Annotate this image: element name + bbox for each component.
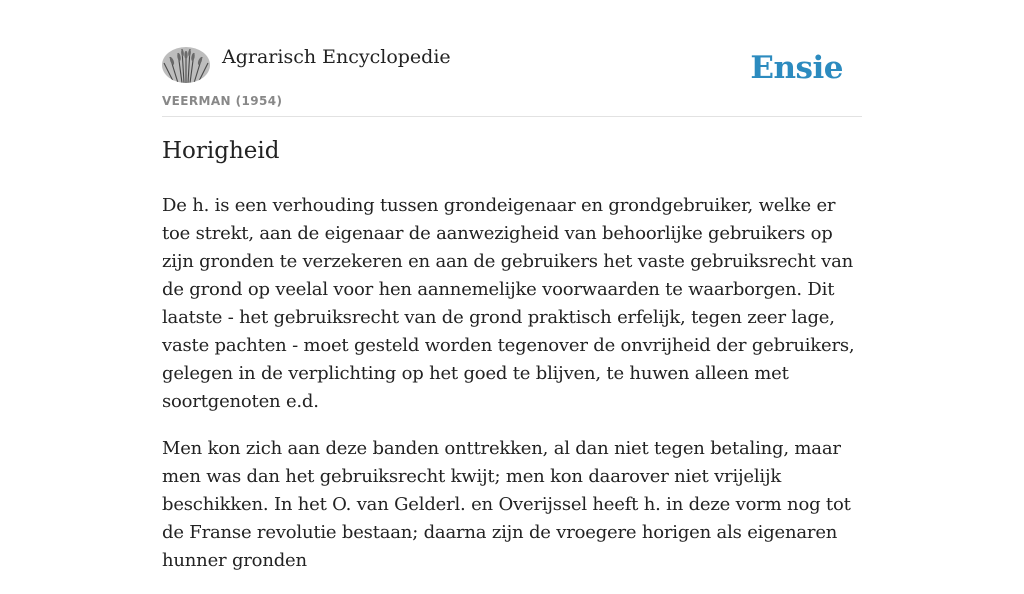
wheat-icon[interactable] bbox=[162, 47, 210, 83]
article-paragraph: De h. is een verhouding tussen grondeigenaar en grondgebruiker, welke er toe strekt, aan de eigenaar de aanwezigheid van behoorlijke gebruikers op zijn gronden te verzekeren en aan de gebruikers het vaste gebruiksrecht van de grond op veelal voor hen aannemelijke voorwaarden te waarborgen. Dit laatste - het gebruiksrecht van de grond praktisch erfelijk, tegen zeer lage, vaste pachten - moet gesteld worden tegenover de onvrijheid der gebruikers, gelegen in de verplichting op het goed te blijven, te huwen alleen met soortgenoten e.d. bbox=[162, 195, 855, 412]
header bbox=[162, 40, 862, 117]
author-byline: VEERMAN (1954) bbox=[162, 94, 283, 108]
page-title: Horigheid bbox=[162, 138, 280, 164]
article-body bbox=[162, 192, 862, 594]
encyclopedia-title[interactable]: Agrarisch Encyclopedie bbox=[222, 46, 451, 68]
ensie-logo-link[interactable]: Ensie bbox=[750, 50, 843, 86]
article-paragraph: Men kon zich aan deze banden onttrekken, al dan niet tegen betaling, maar men was dan het gebruiksrecht kwijt; men kon daarover niet vrijelijk beschikken. In het O. van Gelderl. en Overijssel heeft h. in deze vorm nog tot de Franse revolutie bestaan; daarna zijn de vroegere horigen als eigenaren hunner gronden bbox=[162, 438, 851, 571]
